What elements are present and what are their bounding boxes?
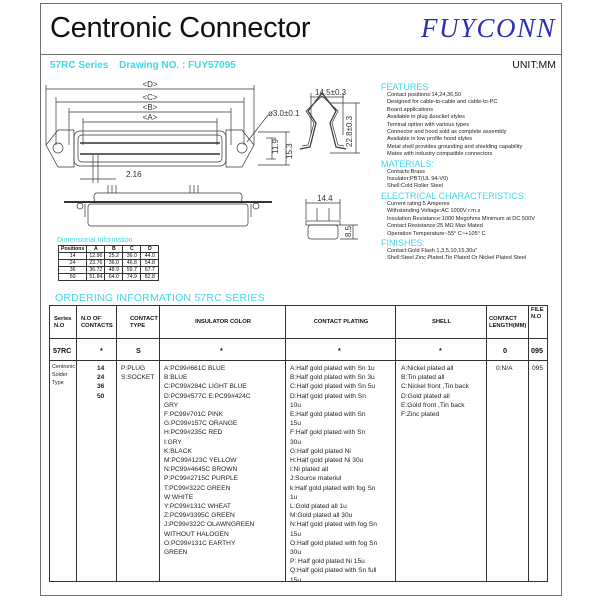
length-option: 0:N/A [496, 365, 513, 372]
option: G:PC99#157C ORANGE [164, 420, 238, 428]
option: 30u [290, 438, 302, 446]
option: I:GRY [164, 438, 182, 446]
specifications-panel [382, 82, 557, 263]
option: 36 [97, 383, 105, 391]
option: G:Half gold plated Ni [290, 447, 351, 455]
option: D:Half gold plated with Sn [290, 392, 366, 400]
option: O:PC99#131C EARTHY [164, 539, 236, 547]
option: T:PC99#322C GREEN [164, 484, 231, 492]
contacts-options [97, 364, 104, 401]
option: 1u [290, 493, 298, 501]
header-series [54, 306, 77, 339]
option: F:Zinc plated [401, 411, 440, 419]
header-line: CONTACT [489, 315, 517, 322]
text-line: Solder [52, 371, 68, 378]
dim-h1: 11.9 [271, 139, 280, 154]
header-line: CONTACT [130, 315, 158, 322]
option: N:Half gold plated with fog Sn [290, 521, 377, 529]
option: A:Half gold plated with Sn 1u [290, 365, 375, 372]
electrical-item: Withstanding Voltage:AC 1000V r.m.s [387, 208, 481, 215]
code-insulator: * [220, 346, 223, 355]
text-line: Centronic [52, 364, 76, 370]
option: WITHOUT HALOGEN [164, 530, 229, 538]
material-item: Shell:Cold Roller Steel [387, 183, 443, 190]
option: J:Source materiul [290, 475, 342, 483]
feature-item: Metal shell provides grounding and shielding capability [387, 143, 523, 150]
table-cell: 54.8 [141, 260, 159, 267]
option: E:Gold front ,Tin back [401, 401, 465, 409]
code-file: 095 [531, 346, 543, 355]
material-item: Contacts:Brass [387, 168, 425, 175]
page-title: Centronic Connector [50, 12, 311, 44]
header-type [130, 306, 160, 339]
option: 50 [97, 392, 105, 400]
table-cell: 23.76 [87, 260, 105, 267]
dimensional-title: Dimensional Information [57, 237, 133, 244]
code-shell: * [439, 346, 442, 355]
electrical-item: Current rating:5 Amperes [387, 200, 450, 207]
header-insulator: INSULATOR COLOR [195, 319, 251, 325]
plating-options [290, 364, 377, 585]
finish-item: Shell:Steel Zinc Plated,Tin Plated Or Nickel Plated Steel [387, 255, 527, 262]
table-cell: 36.0 [123, 253, 141, 260]
series-line [50, 60, 236, 71]
option: D:PC99#577C E:PC99#424C [164, 392, 251, 400]
dim-b-label: <B> [142, 103, 158, 112]
table-cell: 46.8 [123, 260, 141, 267]
table-cell: 67.7 [141, 267, 159, 274]
feature-item: Available in low profile hood styles [387, 136, 473, 143]
header-divider [40, 54, 562, 55]
option: I:Ni plated all [290, 466, 329, 474]
option: A:Nickel plated all [401, 365, 454, 372]
dim-pitch: 2.16 [126, 170, 142, 179]
table-cell: 36.0 [105, 260, 123, 267]
dim-side-width: 14.4 [317, 194, 333, 203]
material-item: Insulator:PBT(UL 94-V0) [387, 176, 449, 183]
option: P: Half gold plated Ni 15u [290, 558, 365, 566]
table-cell: 82.8 [141, 274, 159, 281]
feature-item: Contact positions:14,24,36,50 [387, 92, 462, 98]
table-cell: 64.0 [105, 274, 123, 281]
header-length [489, 306, 529, 339]
table-row [59, 267, 159, 274]
electrical-item: Operation Temperature:-55° C~+105° C [387, 230, 486, 237]
brand-logo: FUYCONN [420, 13, 556, 43]
header-cell: A [87, 246, 105, 253]
feature-item: Available in plug &socket styles [387, 114, 465, 121]
option: K:BLACK [164, 447, 192, 455]
option: B:BLUE [164, 374, 188, 382]
option: L:Gold plated all 1u [290, 503, 347, 511]
code-series: 57RC [53, 346, 72, 355]
dim-a-label: <A> [142, 113, 158, 122]
option: J:PC99#322C OLAWNGREEN [164, 521, 255, 529]
option: 10u [290, 401, 302, 409]
electrical-item: Insulation Resistance:1000 Megohms Minimum at DC 500V [387, 215, 535, 222]
feature-item: Mates with industry compatible connectors [387, 151, 493, 158]
file-number: 095 [532, 365, 544, 372]
option: W:WHITE [164, 493, 194, 501]
dim-h2: 15.3 [285, 143, 294, 159]
electrical-item: Contact Resistance:25 MΩ Max Mated [387, 223, 483, 230]
option: 14 [97, 365, 105, 372]
ordering-code-row [50, 339, 547, 361]
table-cell: 12.96 [87, 253, 105, 260]
table-cell: 59.7 [123, 267, 141, 274]
table-cell: 44.0 [141, 253, 159, 260]
option: H:PC99#235C RED [164, 429, 223, 437]
header-line: Series [54, 315, 72, 322]
feature-item: Connector and hood sold as complete assembly [387, 129, 507, 136]
option: M:Gold plated all 30u [290, 512, 353, 520]
option: A:PC99#661C BLUE [164, 365, 226, 372]
option: E:Half gold plated with Sn [290, 411, 366, 419]
dim-clip-height: 22.8±0.3 [345, 115, 354, 147]
dim-hole: ø3.0±0.1 [268, 109, 300, 118]
option: C:Half gold plated with Sn 5u [290, 383, 376, 391]
code-length: 0 [503, 346, 507, 355]
option: Q:Half gold plated with Sn full [290, 567, 377, 575]
dim-c-label: <C> [142, 93, 158, 102]
option: 24 [97, 374, 105, 382]
materials-heading: MATERIALS: [381, 158, 434, 169]
table-cell: 48.9 [105, 267, 123, 274]
header-file [531, 306, 549, 339]
option: GRY [164, 401, 179, 409]
header-plating: CONTACT PLATING [313, 319, 369, 325]
header-line: LENGTH(MM) [489, 322, 527, 329]
ordering-title: ORDERING INFORMATION 57RC SERIES [55, 292, 265, 304]
features-heading: FEATURES [381, 82, 429, 92]
table-cell: 36.72 [87, 267, 105, 274]
header-cell: C [123, 246, 141, 253]
series-name: 57RC Series [50, 60, 109, 71]
table-header-row [59, 246, 159, 253]
option: D:Gold plated all [401, 392, 450, 400]
series-description [52, 364, 75, 387]
dimensional-table [58, 245, 159, 281]
option: C:Nickel front ,Tin back [401, 383, 469, 391]
option: P:PLUG [121, 365, 146, 372]
dim-d-label: <D> [142, 80, 158, 89]
header-line: FILE [531, 307, 544, 313]
feature-item: Board applications [387, 106, 434, 113]
type-options [121, 364, 154, 382]
table-cell: 36 [59, 267, 87, 274]
unit-label: UNIT:MM [512, 59, 556, 71]
drawing-number: Drawing NO. : FUY57095 [119, 60, 236, 71]
option: S:SOCKET [121, 374, 155, 382]
connector-drawing [40, 75, 380, 240]
option: 30u [290, 549, 302, 557]
table-cell: 74.9 [123, 274, 141, 281]
option: F:PC99#701C PINK [164, 411, 224, 419]
code-type: S [136, 346, 141, 355]
header-cell: B [105, 246, 123, 253]
electrical-heading: ELECTRICAL CHARACTERISTICS: [381, 190, 527, 201]
table-cell: 24 [59, 260, 87, 267]
feature-item: Teminal option with various types [387, 121, 470, 128]
table-cell: 14 [59, 253, 87, 260]
ordering-table [49, 305, 548, 582]
option: B:Tin plated all [401, 374, 445, 382]
insulator-options [164, 364, 254, 557]
dim-clip-width: 14.5±0.3 [315, 88, 347, 97]
header-line: TYPE [130, 322, 146, 329]
option: M:PC99#123C YELLOW [164, 457, 237, 465]
header-line: CONTACTS [81, 322, 113, 329]
text-line: Type [52, 379, 64, 386]
shell-options [401, 364, 469, 419]
option: N:PC99#4645C BROWN [164, 466, 238, 474]
header-line: N.O [54, 322, 65, 329]
option: 15u [290, 530, 302, 538]
option: O:Half gold plated with fog Sn [290, 539, 378, 547]
option: GREEN [164, 549, 188, 557]
option: Z:PC99#3395C GREEN [164, 512, 235, 520]
feature-item: Designed for cable-to-cable and cable-to-PC [387, 99, 498, 106]
header-cell: Positions [59, 246, 87, 253]
header-shell: SHELL [431, 319, 451, 325]
finish-item: Contact:Gold Flash 1,3,5,10,15,30u" [387, 247, 478, 254]
option: Y:PC99#131C WHEAT [164, 503, 231, 511]
table-row [59, 253, 159, 260]
option: 15u [290, 576, 302, 584]
table-cell: 25.2 [105, 253, 123, 260]
header-line: N.O [531, 314, 542, 320]
option: 15u [290, 420, 302, 428]
dim-side-height: 8.5 [344, 225, 353, 237]
option: P:PC99#2715C PURPLE [164, 475, 239, 483]
table-row [59, 260, 159, 267]
option: C:PC99#284C LIGHT BLUE [164, 383, 247, 391]
table-cell: 51.84 [87, 274, 105, 281]
option: k:Half gold plated with fog Sn [290, 484, 376, 492]
header-line: N.O OF [81, 315, 101, 322]
finishes-heading: FINISHES: [381, 237, 426, 248]
code-plating: * [338, 346, 341, 355]
table-row [59, 274, 159, 281]
header-contacts [81, 306, 117, 339]
option: B:Half gold plated with Sn 3u [290, 374, 375, 382]
option: H:Half gold plated Ni 30u [290, 457, 364, 465]
code-contacts: * [100, 346, 103, 355]
table-cell: 50 [59, 274, 87, 281]
header-cell: D [141, 246, 159, 253]
option: F:Half gold plated with Sn [290, 429, 366, 437]
